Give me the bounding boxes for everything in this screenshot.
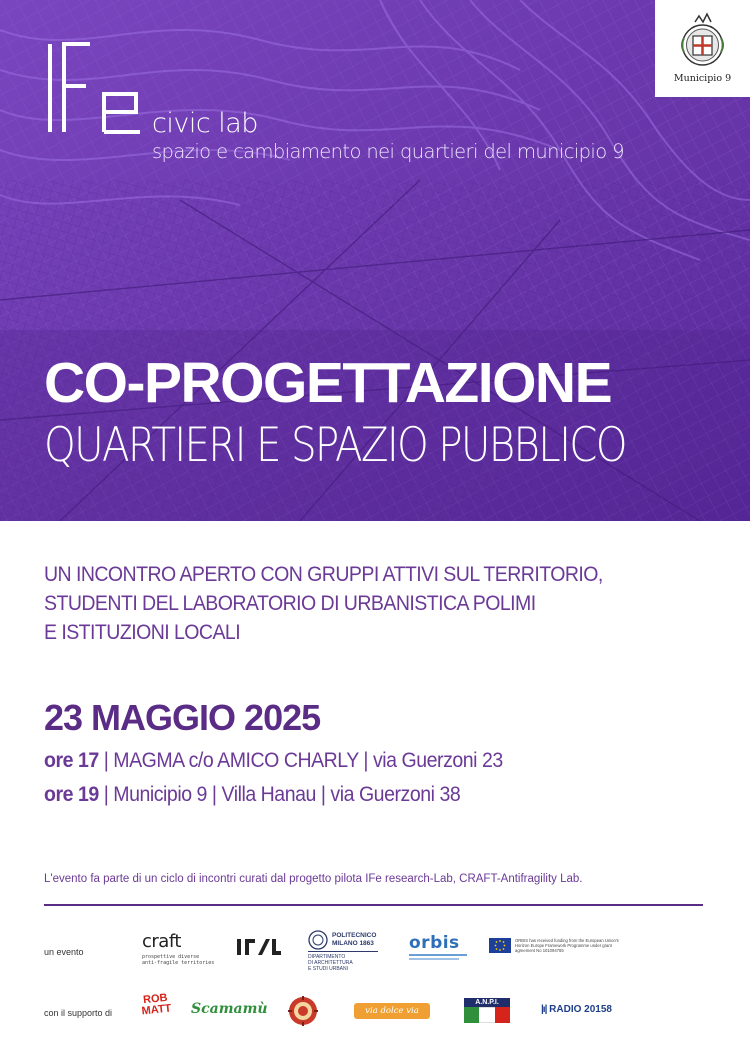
orbis-name: orbis bbox=[409, 933, 460, 953]
main-title: CO-PROGETTAZIONE bbox=[44, 351, 612, 415]
polimi-dept2: DI ARCHITETTURA bbox=[308, 960, 353, 966]
robmatt-logo: ROB MATT bbox=[141, 991, 172, 1018]
intro-text bbox=[44, 560, 603, 647]
sub-title: QUARTIERI E SPAZIO PUBBLICO bbox=[44, 418, 626, 473]
hero-banner bbox=[0, 0, 750, 521]
scamamu-logo: Scamamù bbox=[191, 1001, 268, 1017]
polimi-dept3: E STUDI URBANI bbox=[308, 966, 349, 972]
anpi-label: A.N.P.I. bbox=[464, 998, 510, 1007]
craft-name: craft bbox=[142, 931, 181, 952]
municipio-logo bbox=[655, 0, 750, 97]
session-details: | MAGMA c/o AMICO CHARLY | via Guerzoni 23 bbox=[98, 749, 503, 772]
orbis-logo bbox=[409, 933, 467, 960]
polimi-seal-icon bbox=[308, 930, 328, 950]
session-details: | Municipio 9 | Villa Hanau | via Guerzoni 38 bbox=[98, 783, 461, 806]
radio-icon: |ı| bbox=[541, 1004, 547, 1015]
craft-line1: prospettive diverse bbox=[142, 954, 200, 960]
intro-line: E ISTITUZIONI LOCALI bbox=[44, 621, 241, 644]
event-date: 23 MAGGIO 2025 bbox=[44, 697, 321, 738]
ife-logo bbox=[46, 42, 146, 134]
radio-logo bbox=[541, 1004, 612, 1015]
gear-association-icon bbox=[287, 995, 319, 1027]
ife-small-logo-icon bbox=[236, 936, 282, 958]
craft-line2: anti-fragile territories bbox=[142, 960, 215, 966]
session-1 bbox=[44, 749, 503, 773]
radio-label: RADIO 20158 bbox=[549, 1004, 612, 1015]
viadolcevia-logo: via dolce via bbox=[354, 1003, 430, 1019]
intro-line: UN INCONTRO APERTO CON GRUPPI ATTIVI SUL TERRITORIO, bbox=[44, 563, 603, 586]
row-label-event: un evento bbox=[44, 947, 84, 957]
intro-line: STUDENTI DEL LABORATORIO DI URBANISTICA POLIMI bbox=[44, 592, 536, 615]
polimi-line1: POLITECNICO bbox=[332, 932, 377, 939]
municipio-crest-icon bbox=[655, 0, 750, 70]
session-2 bbox=[44, 783, 460, 807]
eu-flag-icon bbox=[489, 938, 511, 953]
row-label-support: con il supporto di bbox=[44, 1008, 113, 1018]
municipio-label: Municipio 9 bbox=[673, 73, 732, 84]
eu-funding-text: ORBIS has received funding from the European Union's Horizon Europe Framework Programme under grant agreement No 101094765 bbox=[515, 938, 619, 953]
anpi-logo bbox=[464, 998, 510, 1023]
session-time: ore 19 bbox=[44, 783, 99, 806]
polimi-line2: MILANO 1863 bbox=[332, 940, 374, 947]
cycle-note: L'evento fa parte di un ciclo di incontri curati dal progetto pilota IFe research-Lab, CRAFT-Antifragility Lab. bbox=[44, 873, 583, 885]
craft-logo bbox=[142, 931, 214, 966]
civic-lab-label: civic lab bbox=[152, 108, 258, 139]
polimi-dept1: DIPARTIMENTO bbox=[308, 954, 346, 960]
divider bbox=[44, 904, 703, 906]
session-time: ore 17 bbox=[44, 749, 99, 772]
tagline: spazio e cambiamento nei quartieri del municipio 9 bbox=[152, 140, 624, 163]
